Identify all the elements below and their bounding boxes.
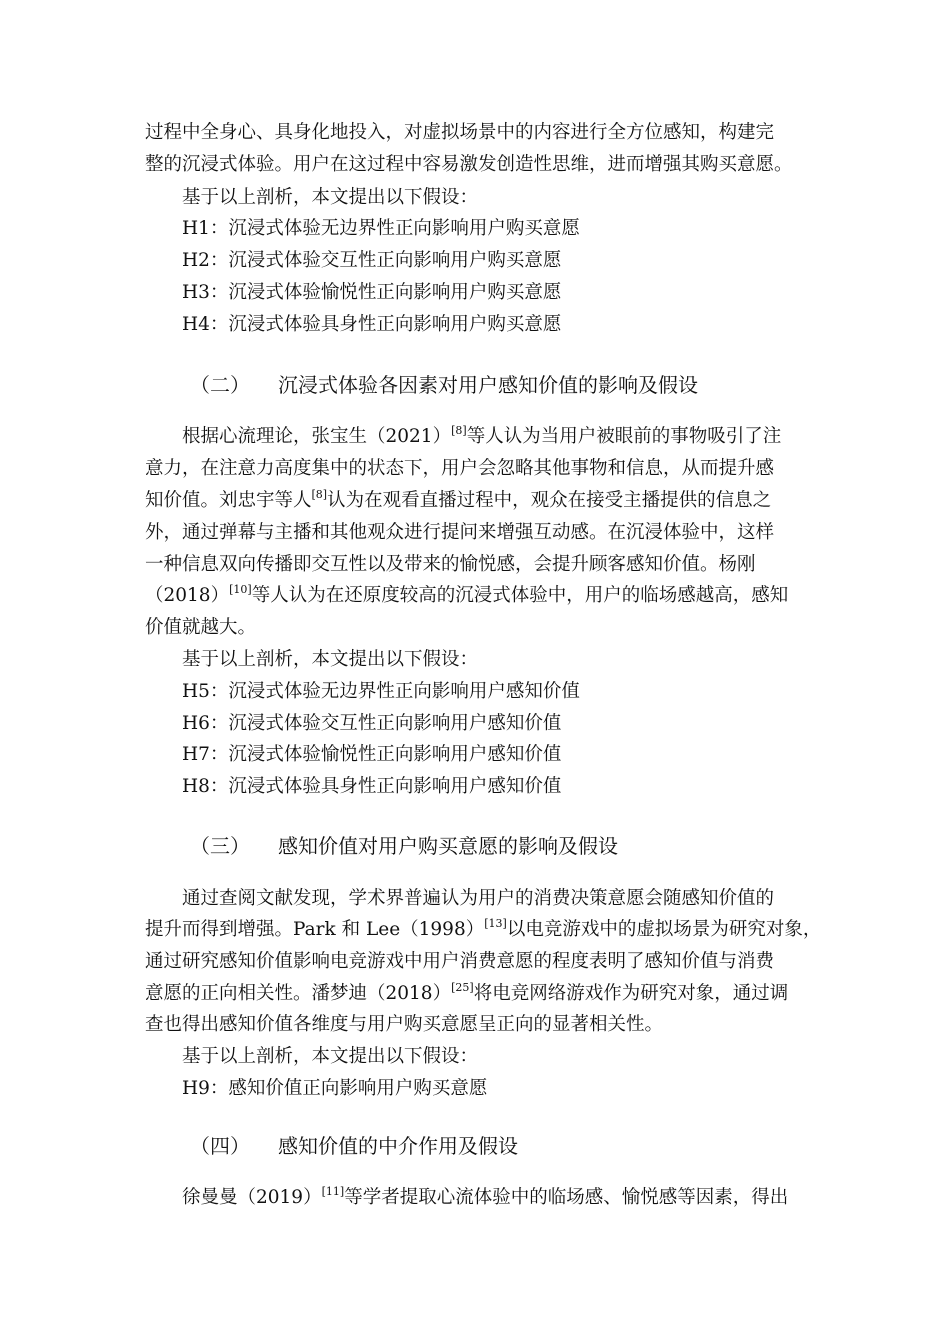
paragraph-line: 意力，在注意力高度集中的状态下，用户会忽略其他事物和信息，从而提升感 — [145, 458, 775, 479]
paragraph-line: 一种信息双向传播即交互性以及带来的愉悦感，会提升顾客感知价值。杨刚 — [145, 554, 756, 575]
hypothesis-h1: H1：沉浸式体验无边界性正向影响用户购买意愿 — [182, 218, 580, 239]
section-title: 沉浸式体验各因素对用户感知价值的影响及假设 — [278, 373, 698, 397]
hypothesis-h2: H2：沉浸式体验交互性正向影响用户购买意愿 — [182, 250, 562, 271]
hypothesis-h7: H7：沉浸式体验愉悦性正向影响用户感知价值 — [182, 744, 562, 765]
section-heading-3 — [190, 830, 810, 862]
citation: [11] — [321, 1185, 345, 1198]
section-number: （四） — [190, 1134, 250, 1158]
hypothesis-h8: H8：沉浸式体验具身性正向影响用户感知价值 — [182, 776, 562, 797]
hypothesis-lead: 基于以上剖析，本文提出以下假设： — [182, 1046, 479, 1067]
paragraph-line: 提升而得到增强。Park 和 Lee（1998）[13]以电竞游戏中的虚拟场景为研究对象， — [145, 917, 822, 940]
paragraph-line: 价值就越大。 — [145, 617, 257, 638]
paragraph-line: （2018）[10]等人认为在还原度较高的沉浸式体验中，用户的临场感越高，感知 — [145, 583, 789, 606]
citation: [8] — [451, 424, 467, 437]
citation: [8] — [311, 488, 328, 501]
paragraph-line: 徐曼曼（2019）[11]等学者提取心流体验中的临场感、愉悦感等因素，得出 — [182, 1185, 789, 1208]
paragraph-line: 整的沉浸式体验。用户在这过程中容易激发创造性思维，进而增强其购买意愿。 — [145, 154, 793, 175]
section-title: 感知价值对用户购买意愿的影响及假设 — [278, 834, 618, 858]
hypothesis-lead: 基于以上剖析，本文提出以下假设： — [182, 649, 479, 670]
section-heading-4 — [190, 1130, 810, 1162]
citation: [13] — [484, 917, 507, 930]
hypothesis-lead: 基于以上剖析，本文提出以下假设： — [182, 187, 479, 208]
hypothesis-h5: H5：沉浸式体验无边界性正向影响用户感知价值 — [182, 681, 580, 702]
section-number: （二） — [190, 373, 250, 397]
paragraph-line: 根据心流理论，张宝生（2021）[8]等人认为当用户被眼前的事物吸引了注 — [182, 424, 782, 447]
paragraph-line: 查也得出感知价值各维度与用户购买意愿呈正向的显著相关性。 — [145, 1014, 664, 1035]
section-heading-2 — [190, 369, 810, 401]
hypothesis-h6: H6：沉浸式体验交互性正向影响用户感知价值 — [182, 713, 562, 734]
paragraph-line: 知价值。刘忠宇等人[8]认为在观看直播过程中，观众在接受主播提供的信息之 — [145, 488, 772, 511]
paragraph-line: 过程中全身心、具身化地投入，对虚拟场景中的内容进行全方位感知，构建完 — [145, 122, 775, 143]
paragraph-line: 通过研究感知价值影响电竞游戏中用户消费意愿的程度表明了感知价值与消费 — [145, 951, 775, 972]
paragraph-line: 外，通过弹幕与主播和其他观众进行提问来增强互动感。在沉浸体验中，这样 — [145, 522, 775, 543]
citation: [25] — [451, 981, 474, 994]
hypothesis-h9: H9：感知价值正向影响用户购买意愿 — [182, 1078, 488, 1099]
section-title: 感知价值的中介作用及假设 — [278, 1134, 518, 1158]
hypothesis-h3: H3：沉浸式体验愉悦性正向影响用户购买意愿 — [182, 282, 562, 303]
section-number: （三） — [190, 834, 250, 858]
paragraph-line: 意愿的正向相关性。潘梦迪（2018）[25]将电竞网络游戏作为研究对象，通过调 — [145, 981, 789, 1004]
citation: [10] — [229, 583, 252, 596]
paragraph-line: 通过查阅文献发现，学术界普遍认为用户的消费决策意愿会随感知价值的 — [182, 888, 775, 909]
hypothesis-h4: H4：沉浸式体验具身性正向影响用户购买意愿 — [182, 314, 562, 335]
